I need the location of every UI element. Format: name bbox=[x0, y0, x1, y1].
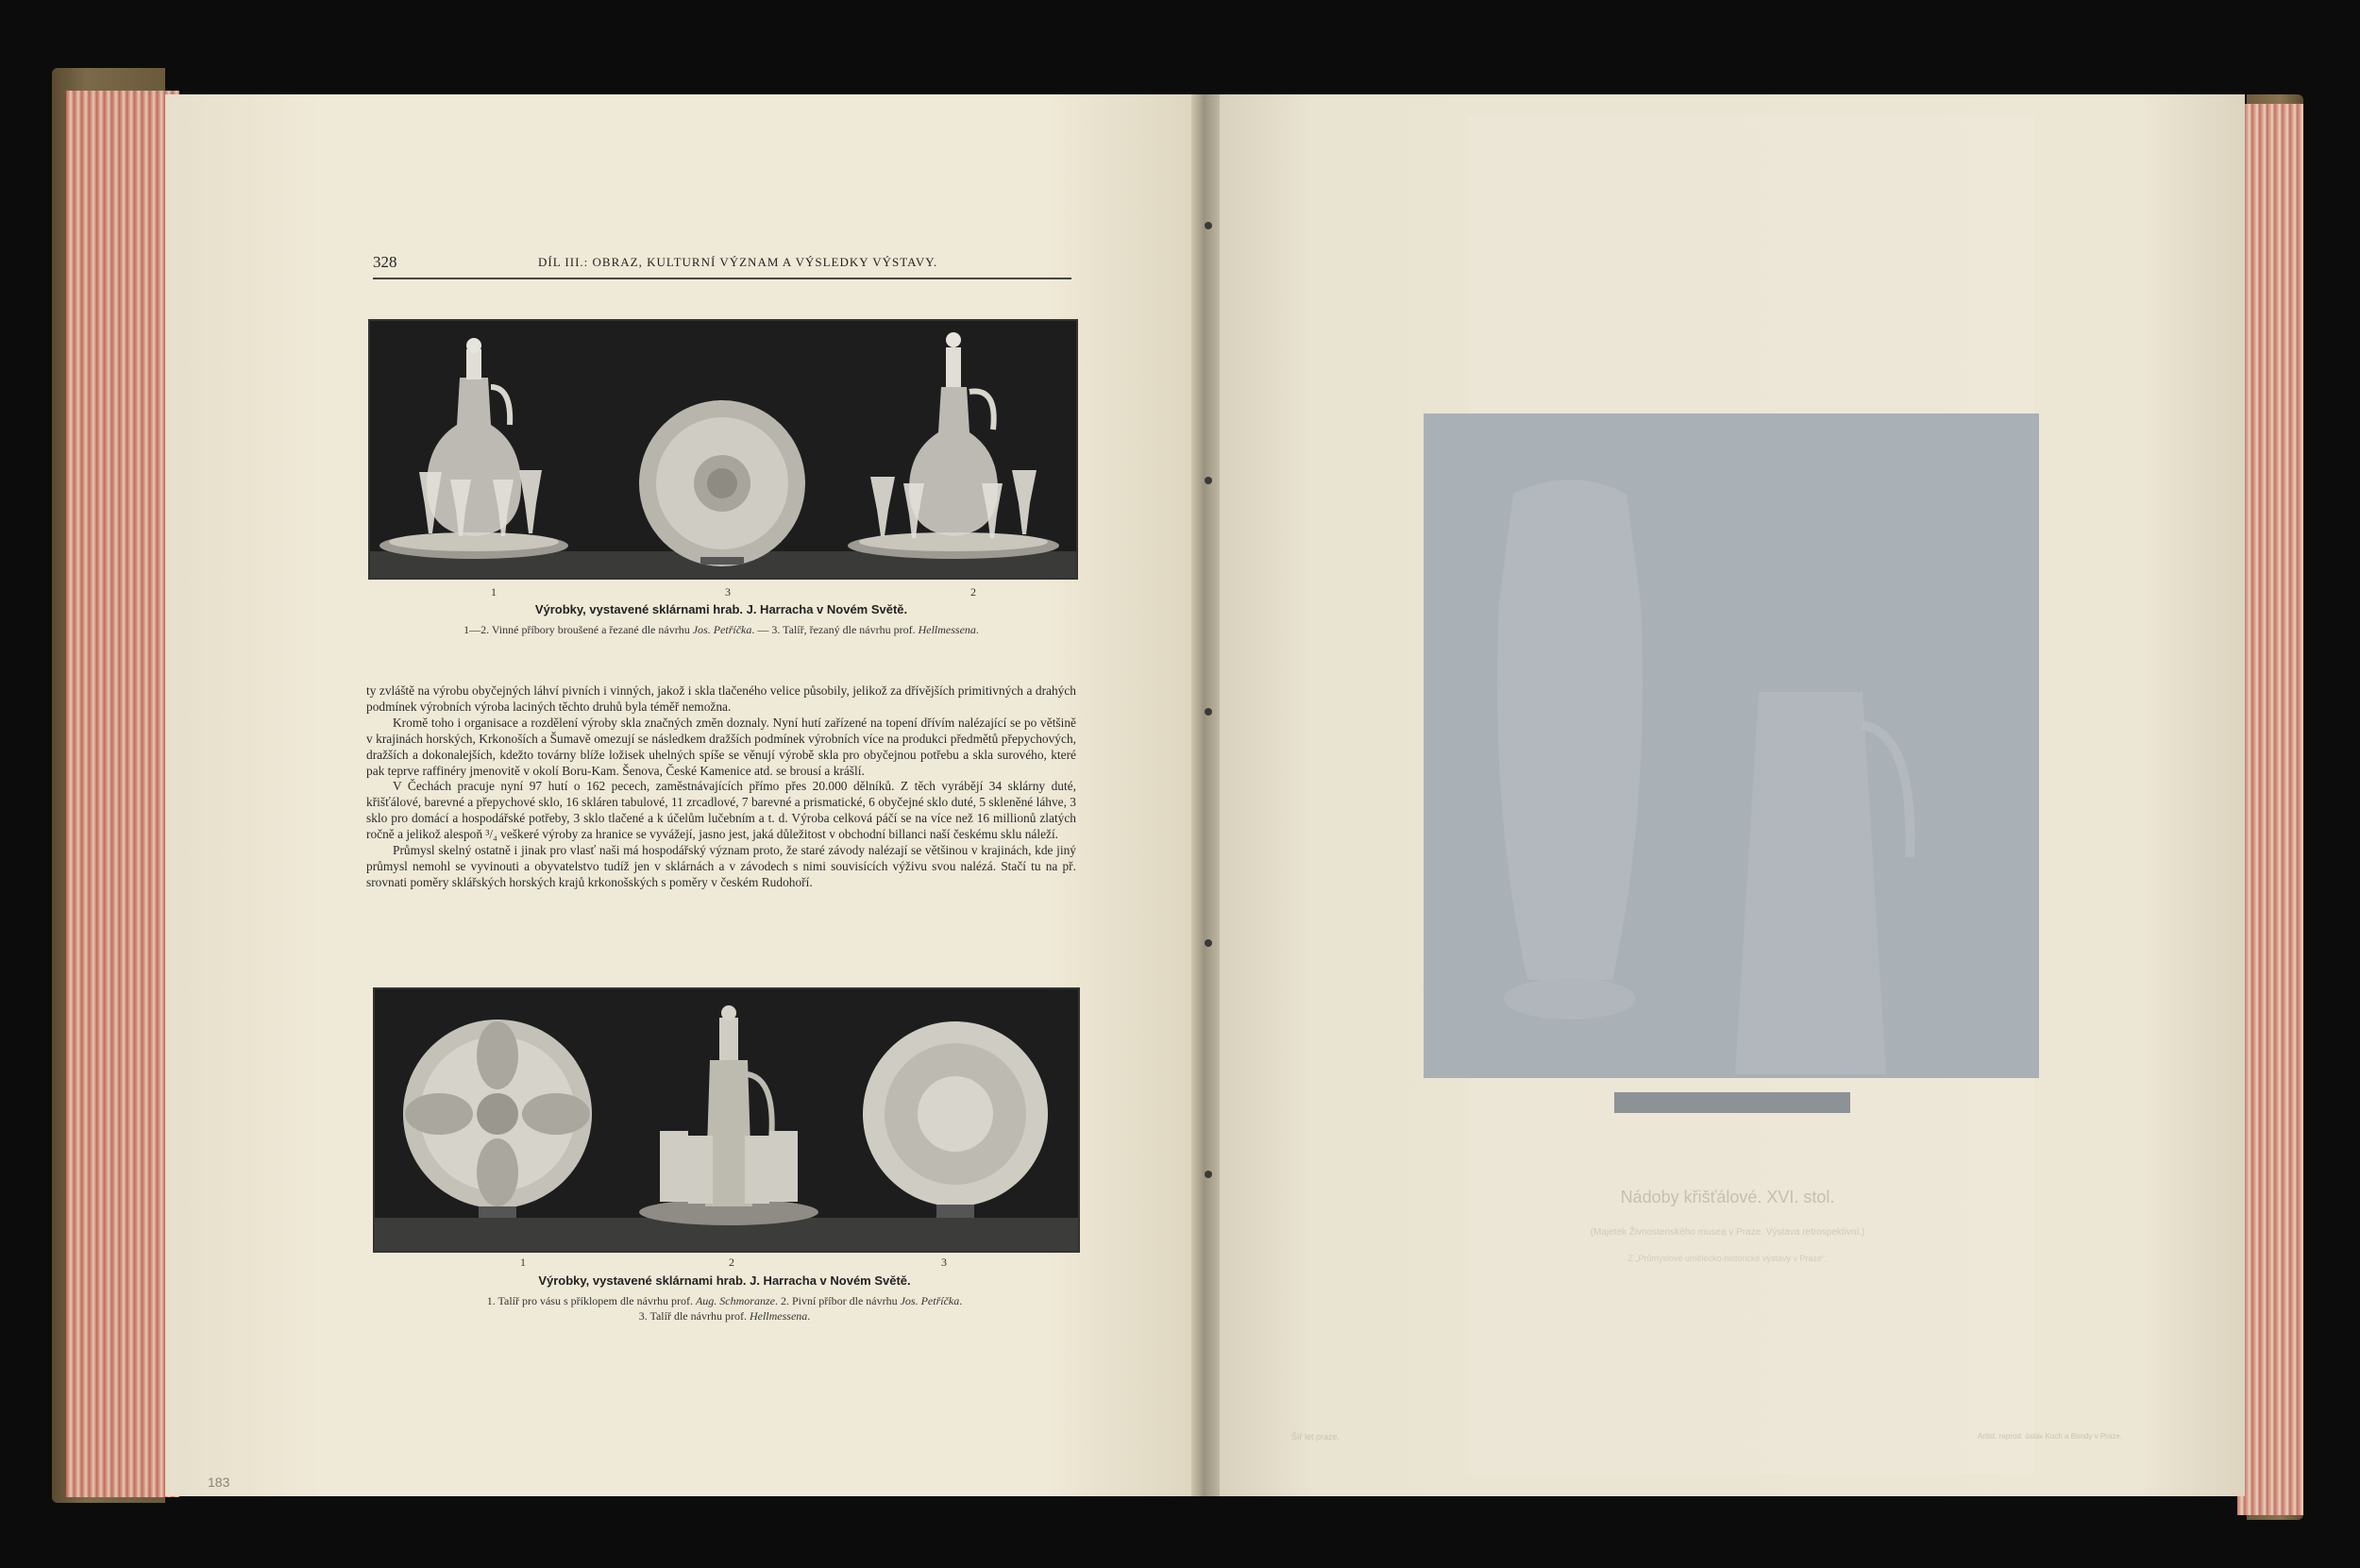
running-head: DÍL III.: OBRAZ, KULTURNÍ VÝZNAM A VÝSLEDKY VÝSTAVY. bbox=[538, 255, 938, 269]
plate-footer-right: Artist. reprod. ústav Koch a Bondy v Praze. bbox=[1978, 1432, 2122, 1441]
figure-glass-sets-top bbox=[368, 319, 1078, 580]
figure-title: Výrobky, vystavené sklárnami hrab. J. Harracha v Novém Světě. bbox=[538, 1273, 911, 1288]
body-text bbox=[366, 683, 1076, 891]
binding-hole bbox=[1205, 477, 1212, 484]
figure-number: 3 bbox=[941, 1256, 947, 1269]
crystal-vessels-photo bbox=[1424, 413, 2039, 1078]
page-edges-left bbox=[66, 91, 179, 1497]
paragraph: Průmysl skelný ostatně i jinak pro vlasť naši má hospodářský význam proto, že staré závody nalézají se většinou v krajinách, kde jiný průmysl nemohl se vyvinouti a obyvatelstvo tudíž jen v sklárnách a v závodech s nimi souvisících výživu svou nalézá. Stačí tu na př. srovnati poměry sklářských horských krajů krkonošských s poměry v českém Rudohoří. bbox=[366, 843, 1076, 889]
figure-number: 1 bbox=[520, 1256, 526, 1269]
caption-author: Jos. Petříčka bbox=[900, 1294, 960, 1307]
paragraph: Kromě toho i organisace a rozdělení výroby skla značných změn doznaly. Nyní hutí zařízené na topení dřívím nalézající se po většině v krajinách horských, Krkonoších a Šumavě omezují se následkem dražších podmínek výrobních více na produkci předmětů přepychových, dražších a dokonalejších, kdežto továrny blíže ložisek uhelných spíše se věnují výrobě skla pro obyčejnou potřebu a skla surového, které pak teprve raffinéry jmenovitě v okolí Boru-Kam. Šenova, České Kamenice atd. se brousí a krášlí. bbox=[366, 715, 1076, 778]
figure-glass-sets-bottom bbox=[373, 987, 1080, 1253]
figure-number: 3 bbox=[725, 585, 731, 599]
page-edges-right bbox=[2237, 104, 2303, 1515]
figure-number: 2 bbox=[970, 585, 976, 599]
pencil-mark: 183 bbox=[208, 1475, 230, 1490]
caption-text: . — 3. Talíř, řezaný dle návrhu prof. bbox=[751, 623, 919, 636]
plate-label-strip bbox=[1614, 1092, 1850, 1113]
page-header bbox=[373, 253, 1071, 279]
figure-number: 1 bbox=[491, 585, 497, 599]
figure-number: 2 bbox=[729, 1256, 734, 1269]
caption-text: 1—2. Vinné příbory broušené a řezané dle návrhu bbox=[464, 623, 693, 636]
book-gutter bbox=[1191, 94, 1220, 1496]
plate-source-note: Z „Průmyslové umělecko-historické výstavy v Praze“. bbox=[1627, 1254, 1828, 1263]
caption-text: . bbox=[807, 1309, 811, 1323]
caption-text: 3. Talíř dle návrhu prof. bbox=[638, 1309, 750, 1323]
binding-hole bbox=[1205, 708, 1212, 716]
binding-hole bbox=[1205, 939, 1212, 947]
caption-author: Hellmessena bbox=[918, 623, 976, 636]
glassware-illustration bbox=[370, 321, 1076, 578]
plate-owner-note: (Majetek Živnostenského musea v Praze. Výstava retrospektivní.) bbox=[1590, 1227, 1865, 1238]
plate-footer-left: Šíř let praze. bbox=[1291, 1432, 1340, 1442]
paragraph: ty zvláště na výrobu obyčejných láhví pivních i vinných, jakož i skla tlačeného velice působily, jelikož za dřívějších primitivných a drahých podmínek výrobních výroba laciných těchto druhů byla téměř nemožna. bbox=[366, 683, 1076, 714]
caption-text: 1. Talíř pro vásu s příklopem dle návrhu prof. bbox=[486, 1294, 696, 1307]
binding-hole bbox=[1205, 1171, 1212, 1178]
caption-author: Hellmessena bbox=[749, 1309, 808, 1323]
glassware-illustration bbox=[375, 989, 1078, 1251]
paragraph: V Čechách pracuje nyní 97 hutí o 162 pecech, zaměstnávajících přímo přes 20.000 dělníků. Z těch vyrábějí 34 sklárny duté, křišťálové, barevné a přepychové sklo, 16 skláren tabulové, 11 zrcadlové, 7 barevné a prismatické, 6 obyčejné sklo duté, 5 skleněné láhve, 3 sklo pro domácí a hospodářské potřeby, 3 sklo tlačené a k účelům lučebním a t. d. Výroba celková páčí se na více než 16 millionů zlatých ročně a jelikož alespoň ³/₄ veškeré výroby za hranice se vyvážejí, jasno jest, jaká důležitost v obchodní billanci naší českému sklu náleží. bbox=[366, 779, 1076, 842]
caption-author: Jos. Petříčka bbox=[692, 623, 752, 636]
binding-hole bbox=[1205, 222, 1212, 229]
page-number: 328 bbox=[373, 253, 397, 271]
caption-text: . bbox=[975, 623, 979, 636]
figure-caption bbox=[373, 1293, 1076, 1324]
caption-author: Aug. Schmoranze bbox=[695, 1294, 775, 1307]
caption-line bbox=[373, 1293, 1076, 1308]
plate-title: Nádoby křišťálové. XVI. stol. bbox=[1620, 1188, 1835, 1206]
caption-text: . 2. Pivní příbor dle návrhu bbox=[774, 1294, 901, 1307]
figure-title: Výrobky, vystavené sklárnami hrab. J. Harracha v Novém Světě. bbox=[534, 602, 908, 616]
photo-plate-crystal-vessels bbox=[1424, 413, 2039, 1078]
figure-caption bbox=[368, 622, 1074, 637]
caption-line bbox=[373, 1308, 1076, 1324]
caption-text: . bbox=[959, 1294, 963, 1307]
